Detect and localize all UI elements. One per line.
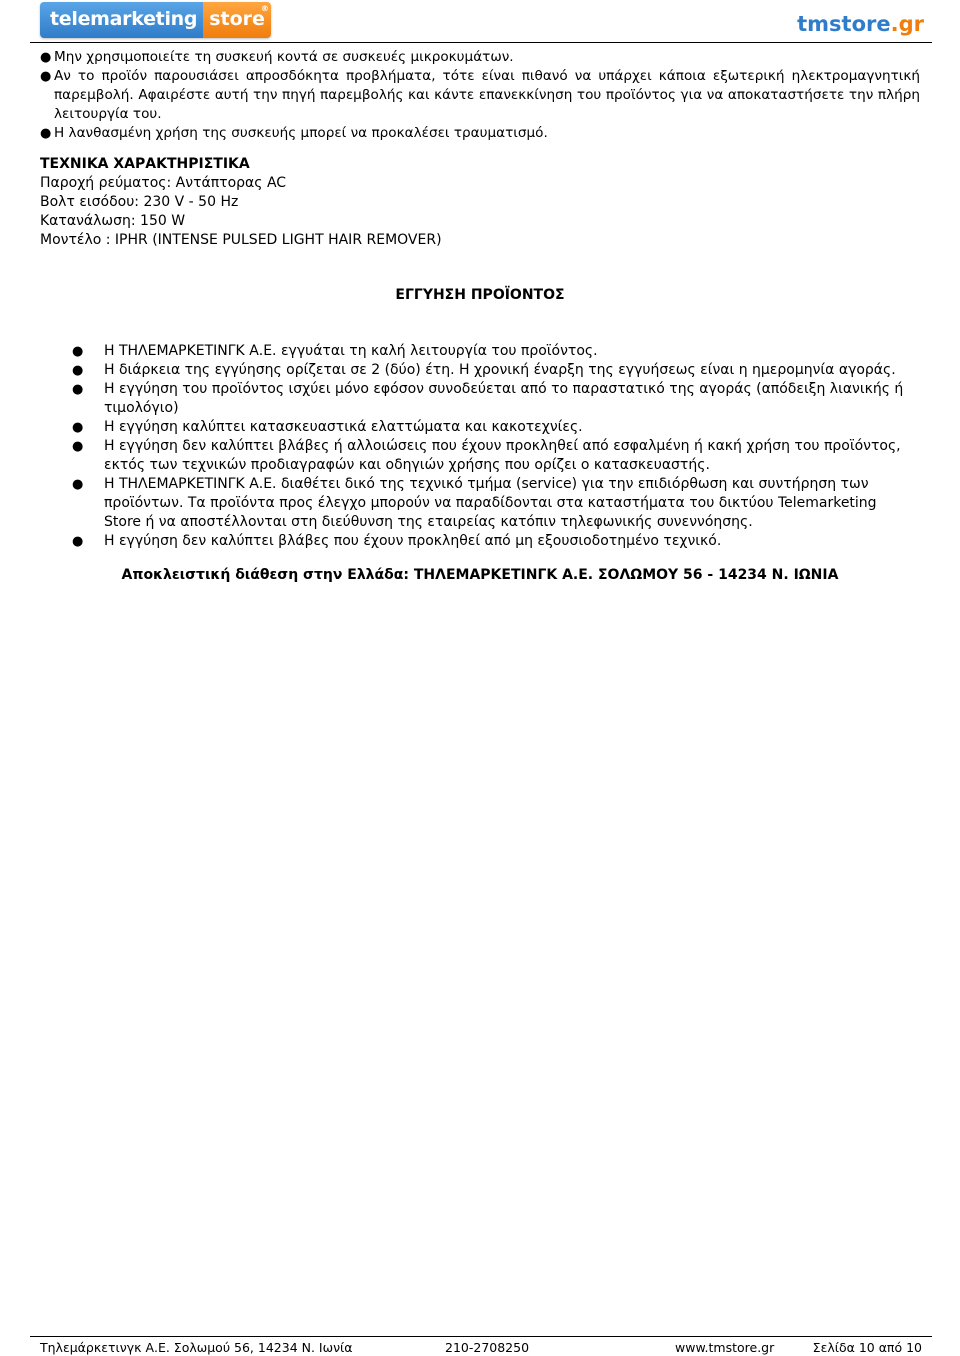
footer-divider <box>30 1336 932 1337</box>
bullet-icon: ● <box>72 420 84 435</box>
bullet-icon: ● <box>72 439 84 454</box>
bullet-icon: ● <box>72 477 84 492</box>
warranty-list <box>40 342 910 551</box>
bullet-icon: ● <box>72 382 84 397</box>
warranty-text: Η εγγύηση καλύπτει κατασκευαστικά ελαττώματα και κακοτεχνίες. <box>104 419 583 435</box>
warranty-item <box>40 418 910 437</box>
bullet-icon: ● <box>72 534 84 549</box>
warranty-text: Η ΤΗΛΕΜΑΡΚΕΤΙΝΓΚ Α.Ε. εγγυάται τη καλή λειτουργία του προϊόντος. <box>104 343 598 359</box>
specs-heading: ΤΕΧΝΙΚΑ ΧΑΡΑΚΤΗΡΙΣΤΙΚΑ <box>40 156 250 172</box>
safety-text: Αν το προϊόν παρουσιάσει απροσδόκητα προβλήματα, τότε είναι πιθανό να υπάρχει κάποια εξωτερική ηλεκτρομαγνητική παρεμβολή. Αφαιρέστε αυτή την πηγή παρεμβολής και κάντε επανεκκίνηση του προϊόντος για να αποκαταστήσετε την πλήρη λειτουργία του. <box>54 68 920 122</box>
safety-item <box>40 67 920 124</box>
technical-specs <box>40 155 442 250</box>
warranty-text: Η εγγύηση δεν καλύπτει βλάβες που έχουν προκληθεί από μη εξουσιοδοτημένο τεχνικό. <box>104 533 722 549</box>
safety-list <box>40 48 920 143</box>
warranty-text: Η εγγύηση του προϊόντος ισχύει μόνο εφόσον συνοδεύεται από το παραστατικό της αγοράς (απόδειξη λιανικής ή τιμολόγιο) <box>104 381 904 416</box>
bullet-icon: ● <box>40 50 52 65</box>
footer-website[interactable]: www.tmstore.gr <box>675 1340 775 1355</box>
bullet-icon: ● <box>72 344 84 359</box>
spec-line: Παροχή ρεύματος: Αντάπτορας AC <box>40 175 287 191</box>
brand-name: tmstore <box>797 12 891 36</box>
safety-item <box>40 124 920 143</box>
logo-main-text: telemarketing <box>40 2 203 38</box>
exclusive-distribution: Αποκλειστική διάθεση στην Ελλάδα: ΤΗΛΕΜΑΡΚΕΤΙΝΓΚ Α.Ε. ΣΟΛΩΜΟΥ 56 - 14234 Ν. ΙΩΝΙΑ <box>121 567 839 583</box>
tmstore-brand <box>797 12 924 36</box>
warranty-item <box>40 380 910 418</box>
safety-item <box>40 48 920 67</box>
safety-text: Μην χρησιμοποιείτε τη συσκευή κοντά σε συσκευές μικροκυμάτων. <box>54 49 514 65</box>
footer-page-number: Σελίδα 10 από 10 <box>812 1340 922 1355</box>
logo-store-text <box>203 2 271 38</box>
warranty-item <box>40 475 910 532</box>
bullet-icon: ● <box>40 69 52 84</box>
logo-store-label: store <box>209 8 265 30</box>
bullet-icon: ● <box>40 126 52 141</box>
warranty-item <box>40 361 910 380</box>
header-divider <box>30 42 932 43</box>
warranty-item <box>40 342 910 361</box>
warranty-text: Η εγγύηση δεν καλύπτει βλάβες ή αλλοιώσεις που έχουν προκληθεί από εσφαλμένη ή κακή χρήση του προϊόντος, εκτός των τεχνικών προδιαγραφών και οδηγιών χρήσης που ορίζει ο κατασκευαστής. <box>104 438 901 473</box>
footer-phone: 210-2708250 <box>445 1340 530 1355</box>
warranty-text: Η ΤΗΛΕΜΑΡΚΕΤΙΝΓΚ Α.Ε. διαθέτει δικό της τεχνικό τμήμα (service) για την επιδιόρθωση και συντήρηση των προϊόντων. Τα προϊόντα προς έλεγχο μπορούν να παραδίδονται στα καταστήματα του δικτύου Telemarketing Store ή να αποστέλλονται στη διεύθυνση της εταιρείας κατόπιν τηλεφωνικής συνεννόησης. <box>104 476 877 530</box>
warranty-title: ΕΓΓΥΗΣΗ ΠΡΟΪΟΝΤΟΣ <box>395 287 565 303</box>
telemarketing-store-logo <box>40 2 271 38</box>
brand-tld: .gr <box>890 12 924 36</box>
warranty-item <box>40 532 910 551</box>
safety-text: Η λανθασμένη χρήση της συσκευής μπορεί να προκαλέσει τραυματισμό. <box>54 125 548 141</box>
warranty-item <box>40 437 910 475</box>
spec-line: Μοντέλο : IPHR (INTENSE PULSED LIGHT HAIR REMOVER) <box>40 232 442 248</box>
spec-line: Κατανάλωση: 150 W <box>40 213 186 229</box>
warranty-text: Η διάρκεια της εγγύησης ορίζεται σε 2 (δύο) έτη. Η χρονική έναρξη της εγγυήσεως είναι η ημερομηνία αγοράς. <box>104 362 896 378</box>
page-header <box>0 0 960 48</box>
spec-line: Βολτ εισόδου: 230 V - 50 Hz <box>40 194 239 210</box>
footer-address: Τηλεμάρκετινγκ Α.Ε. Σολωμού 56, 14234 Ν. Ιωνία <box>40 1340 353 1355</box>
registered-mark: ® <box>260 4 269 13</box>
bullet-icon: ● <box>72 363 84 378</box>
